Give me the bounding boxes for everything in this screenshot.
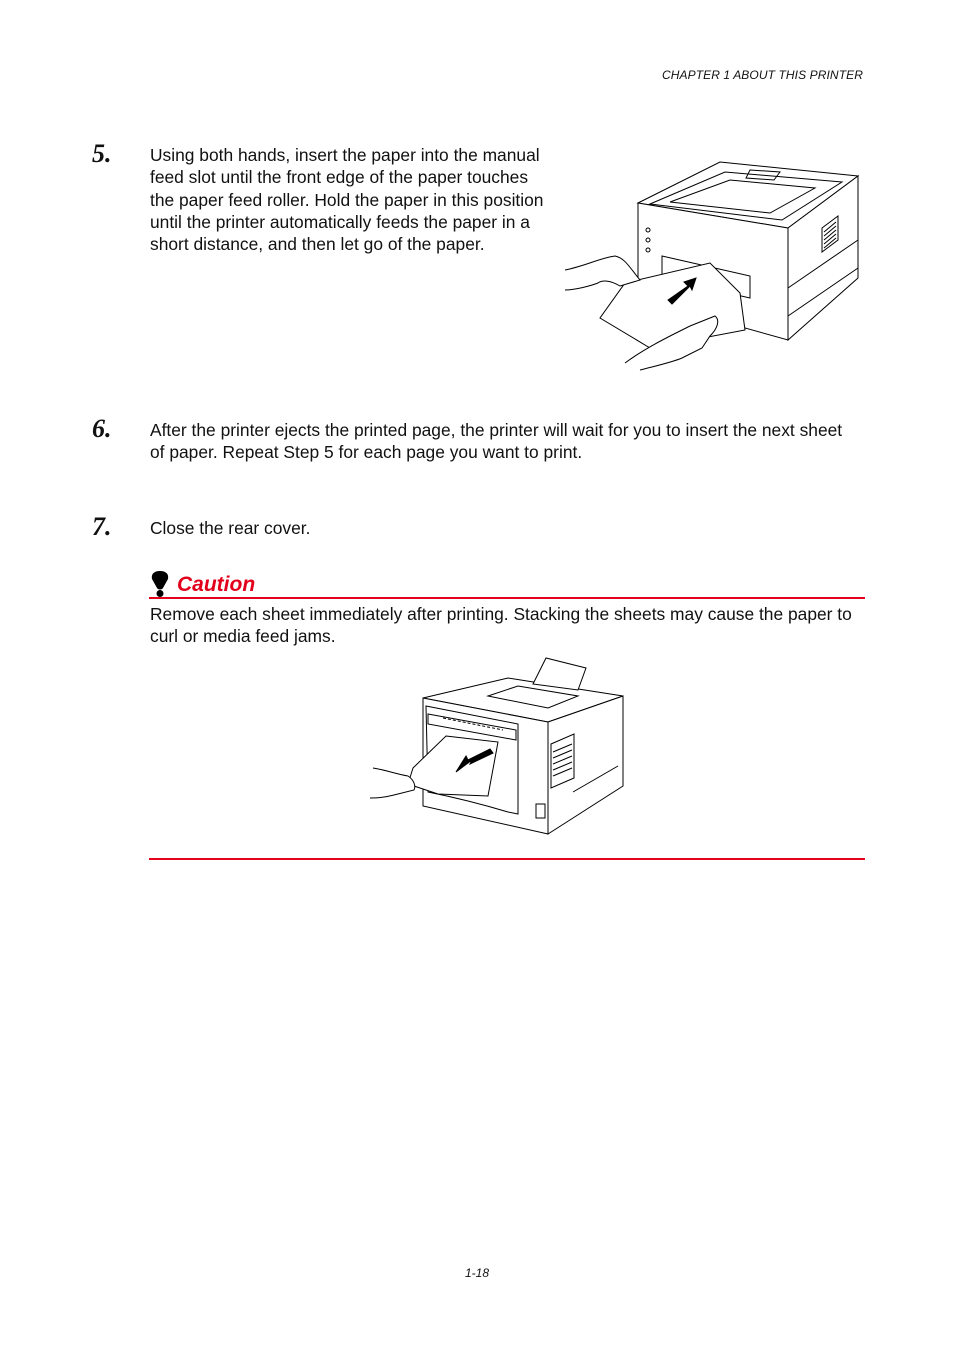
step-text: Using both hands, insert the paper into the manual feed slot until the front edge of the paper touches the paper feed roller. Hold the paper in this position until the printer automatically feeds the paper in a short distance, and then let go of the paper.	[150, 145, 544, 255]
step-text: Close the rear cover.	[150, 518, 311, 538]
caution-end-rule	[149, 858, 865, 860]
step-number: 6.	[92, 414, 112, 443]
page-number: 1-18	[464, 1266, 490, 1280]
step-number: 7.	[92, 512, 112, 541]
remove-sheet-illustration	[368, 656, 628, 838]
caution-text: Remove each sheet immediately after printing. Stacking the sheets may cause the paper to curl or media feed jams.	[150, 604, 852, 647]
manual-feed-insert-illustration	[560, 158, 865, 370]
caution-title: Caution	[177, 573, 256, 596]
step-number: 5.	[92, 139, 112, 168]
caution-box	[149, 563, 865, 648]
chapter-header: CHAPTER 1 ABOUT THIS PRINTER	[661, 68, 863, 82]
step-text: After the printer ejects the printed page, the printer will wait for you to insert the next sheet of paper. Repeat Step 5 for each page you want to print.	[150, 420, 843, 463]
exclamation-icon	[149, 571, 171, 597]
caution-header	[149, 563, 865, 599]
